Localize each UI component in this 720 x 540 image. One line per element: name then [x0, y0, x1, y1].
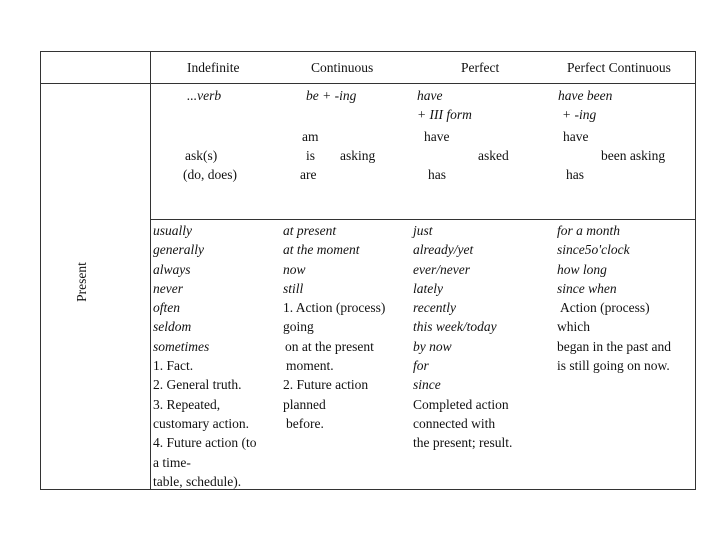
note: planned — [283, 396, 326, 412]
note: Action (process) — [560, 300, 650, 316]
formula-perfect-2: + III form — [417, 107, 472, 122]
formula-pc-2: + -ing — [562, 107, 597, 122]
note: 1. Action (process) — [283, 300, 386, 316]
form-indefinite-1: ask(s) — [185, 148, 218, 163]
marker: this week/today — [413, 319, 497, 335]
note: moment. — [286, 358, 334, 374]
form-pc-has: has — [566, 167, 584, 182]
marker: just — [413, 223, 433, 238]
indefinite-usage-column — [153, 221, 256, 491]
marker: since when — [557, 280, 617, 296]
form-indefinite-2: (do, does) — [183, 167, 237, 182]
marker: generally — [153, 242, 204, 258]
table-border-top — [40, 51, 696, 52]
marker: often — [153, 300, 180, 316]
note: connected with — [413, 415, 496, 431]
col-divider-1 — [150, 51, 151, 490]
table-border-right — [695, 51, 696, 490]
note: Completed action — [413, 396, 509, 412]
marker: already/yet — [413, 242, 474, 258]
note: 1. Fact. — [153, 358, 194, 374]
marker: for a month — [557, 223, 621, 238]
form-continuous-verb: asking — [340, 148, 376, 163]
marker: since — [413, 377, 441, 393]
marker: always — [153, 261, 191, 277]
marker: sometimes — [153, 338, 210, 354]
note: is still going on now. — [557, 358, 670, 374]
form-pc-have: have — [563, 129, 589, 144]
continuous-usage-column — [283, 221, 385, 433]
marker: at present — [283, 223, 337, 238]
header-continuous: Continuous — [311, 60, 374, 75]
note: 2. Future action — [283, 377, 369, 393]
pc-markers — [557, 221, 671, 298]
indefinite-markers — [153, 221, 256, 356]
form-continuous-am: am — [302, 129, 319, 144]
formula-perfect-1: have — [417, 88, 443, 103]
form-continuous-is: is — [306, 148, 316, 163]
header-perfect-continuous: Perfect Continuous — [567, 60, 671, 75]
note: on at the present — [285, 338, 374, 354]
pc-notes — [557, 298, 671, 375]
marker: recently — [413, 300, 456, 316]
marker: lately — [413, 280, 443, 296]
marker: how long — [557, 261, 607, 277]
note: going — [283, 319, 314, 335]
header-divider — [40, 83, 696, 84]
perfect-markers — [413, 221, 512, 395]
note: a time- — [153, 454, 191, 470]
note: 2. General truth. — [153, 377, 242, 393]
perfect-notes — [413, 395, 512, 453]
marker: usually — [153, 223, 192, 238]
marker: for — [413, 358, 429, 374]
marker: seldom — [153, 319, 192, 335]
formula-indefinite: ...verb — [187, 88, 222, 103]
note: began in the past and — [557, 338, 671, 354]
forms-divider — [150, 219, 696, 220]
marker: since5o'clock — [557, 242, 630, 258]
formula-pc-1: have been — [558, 88, 613, 103]
indefinite-notes — [153, 356, 256, 491]
perfect-usage-column — [413, 221, 512, 453]
header-perfect: Perfect — [461, 60, 500, 75]
continuous-markers — [283, 221, 385, 298]
table-border-left — [40, 51, 41, 490]
note: 3. Repeated, — [153, 396, 221, 412]
marker: ever/never — [413, 261, 470, 277]
note: which — [557, 319, 590, 335]
table-border-bottom — [40, 489, 696, 490]
note: table, schedule). — [153, 473, 242, 489]
note: the present; result. — [413, 435, 513, 451]
header-indefinite: Indefinite — [187, 60, 240, 75]
form-pc-been: been asking — [601, 148, 666, 163]
marker: by now — [413, 338, 452, 354]
form-perfect-verb: asked — [478, 148, 509, 163]
form-perfect-has: has — [428, 167, 446, 182]
formula-continuous: be + -ing — [306, 88, 357, 103]
form-continuous-are: are — [300, 167, 317, 182]
note: 4. Future action (to — [153, 435, 257, 451]
marker: at the moment — [283, 242, 360, 258]
marker: never — [153, 280, 183, 296]
marker: now — [283, 261, 306, 277]
pc-usage-column — [557, 221, 671, 375]
row-label-present: Present — [73, 262, 89, 302]
note: customary action. — [153, 415, 249, 431]
note: before. — [286, 415, 324, 431]
continuous-notes — [283, 298, 385, 433]
marker: still — [283, 280, 304, 296]
form-perfect-have: have — [424, 129, 450, 144]
